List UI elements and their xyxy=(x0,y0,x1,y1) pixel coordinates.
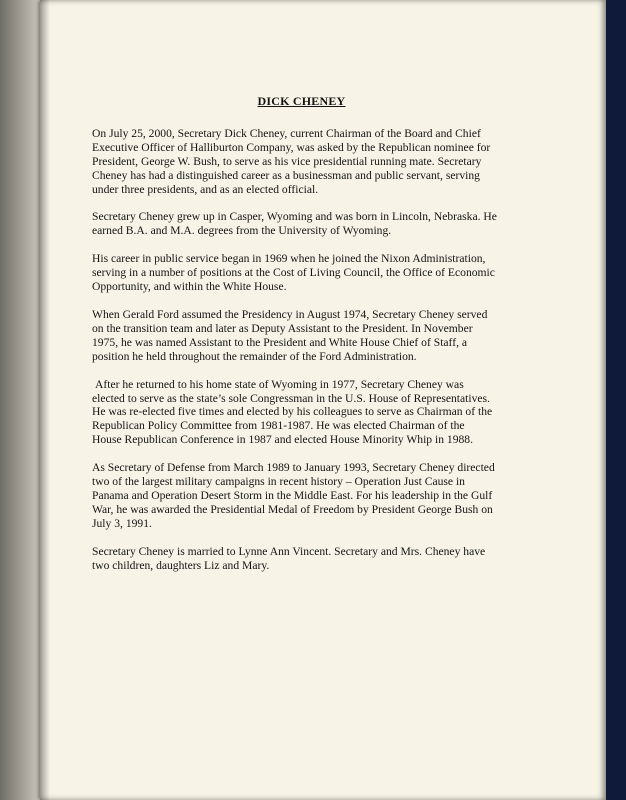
paragraph-ford-administration: When Gerald Ford assumed the Presidency in August 1974, Secretary Cheney served on the transition team and later as Deputy Assistant to the President. In November 1975, he was named Assistant to the President and White House Chief of Staff, a position he held throughout the remainder of the Ford Administration. xyxy=(92,307,488,363)
paragraph-public-service: His career in public service began in 1969 when he joined the Nixon Administration, serving in a number of positions at the Cost of Living Council, the Office of Economic Opportunity, and within the White House. xyxy=(92,252,495,294)
document-body xyxy=(92,95,497,586)
paragraph-congress: After he returned to his home state of Wyoming in 1977, Secretary Cheney was elected to serve as the state’s sole Congressman in the U.S. House of Representatives. He was re-elected five times and elected by his colleagues to serve as Chairman of the Republican Policy Committee from 1981-1987. He was elected Chairman of the House Republican Conference in 1987 and elected House Minority Whip in 1988. xyxy=(92,377,493,447)
paragraph-secretary-of-defense: As Secretary of Defense from March 1989 to January 1993, Secretary Cheney directed two of the largest military campaigns in recent history – Operation Just Cause in Panama and Operation Desert Storm in the Middle East. For his leadership in the Gulf War, he was awarded the Presidential Medal of Freedom by President George Bush on July 3, 1991. xyxy=(92,461,495,530)
paragraph-early-life: Secretary Cheney grew up in Casper, Wyoming and was born in Lincoln, Nebraska. He earned B.A. and M.A. degrees from the University of Wyoming. xyxy=(92,210,497,238)
paragraph-family: Secretary Cheney is married to Lynne Ann Vincent. Secretary and Mrs. Cheney have two children, daughters Liz and Mary. xyxy=(92,544,486,572)
paragraph-intro: On July 25, 2000, Secretary Dick Cheney, current Chairman of the Board and Chief Executive Officer of Halliburton Company, was asked by the Republican nominee for President, George W. Bush, to serve as his vice presidential running mate. Secretary Cheney has had a distinguished career as a businessman and public servant, serving under three presidents, and as an elected official. xyxy=(92,126,491,196)
page-fold-shadow xyxy=(40,0,50,800)
document-title: DICK CHENEY xyxy=(257,94,346,108)
